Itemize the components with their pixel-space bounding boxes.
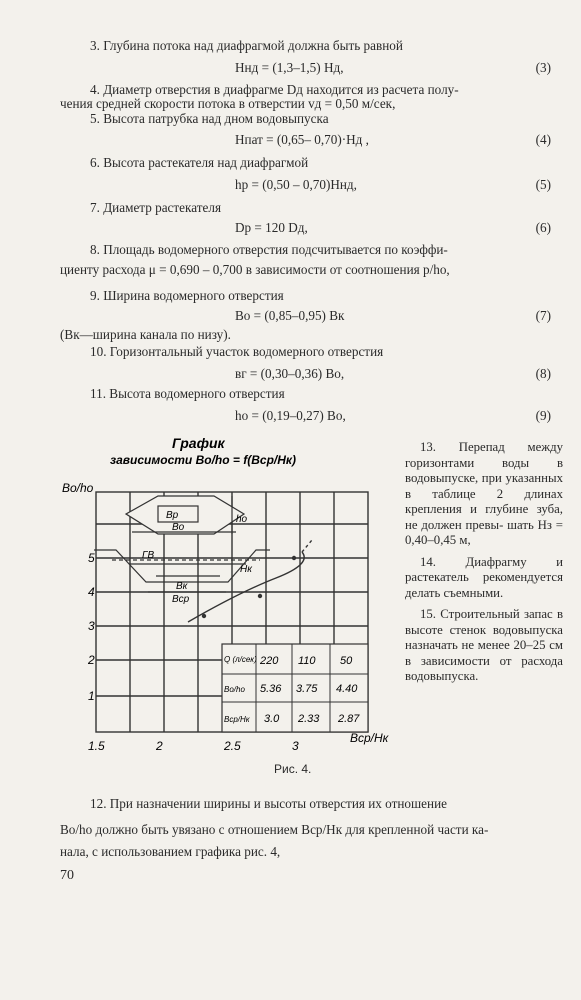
- para-12a: 12. При назначении ширины и высоты отверстия их отношение: [90, 796, 447, 811]
- x-tick-label: 1.5: [88, 739, 105, 753]
- formula-9: hо = (0,19–0,27) Bо,: [235, 408, 346, 423]
- y-axis-label: Bо/hо: [62, 481, 94, 495]
- item-8a: 8. Площадь водомерного отверстия подсчитывается по коэффи-: [90, 242, 448, 257]
- eqnum-7: (7): [535, 308, 551, 323]
- sketch-ho: hо: [236, 514, 248, 525]
- eqnum-3: (3): [535, 60, 551, 75]
- table-cell: 3.75: [296, 683, 318, 695]
- para-12c: нала, с использованием графика рис. 4,: [60, 844, 281, 859]
- formula-3: Hнд = (1,3–1,5) Hд,: [235, 60, 344, 75]
- sketch-bo: Bо: [172, 522, 185, 533]
- eqnum-5: (5): [535, 177, 551, 192]
- formula-7: Bо = (0,85–0,95) Bк: [235, 308, 345, 323]
- table-cell: 5.36: [260, 683, 282, 695]
- data-point: [202, 614, 206, 618]
- y-tick-label: 5: [88, 551, 95, 565]
- item-4a: 4. Диаметр отверстия в диафрагме Dд находится из расчета полу-: [90, 82, 459, 97]
- data-point: [258, 594, 262, 598]
- para-15: 15. Строительный запас в высоте стенок водовыпуска назначать не менее 20–25 см в зависимости от расхода водовыпуска.: [405, 607, 563, 683]
- right-column: [405, 440, 563, 691]
- item-3: 3. Глубина потока над диафрагмой должна быть равной: [90, 38, 403, 53]
- x-tick-label: 2: [156, 739, 163, 753]
- table-cell: 3.0: [264, 713, 280, 725]
- formula-6: Dр = 120 Dд,: [235, 220, 308, 235]
- figure-caption: Рис. 4.: [274, 762, 312, 776]
- x-tick-label: 3: [292, 739, 299, 753]
- figure-graph: [60, 432, 400, 762]
- item-5: 5. Высота патрубка над дном водовыпуска: [90, 111, 329, 126]
- figure-title-2: зависимости Bо/hо = f(Bср/Hк): [110, 453, 296, 467]
- y-tick-label: 2: [88, 653, 95, 667]
- y-tick-label: 4: [88, 585, 95, 599]
- table-cell: 2.33: [298, 713, 320, 725]
- sketch-bp: Bр: [166, 510, 179, 521]
- eqnum-9: (9): [535, 408, 551, 423]
- item-7: 7. Диаметр растекателя: [90, 200, 222, 215]
- table-head-q: Q (л/сек): [224, 655, 257, 664]
- y-tick-label: 1: [88, 689, 95, 703]
- table-cell: 110: [298, 655, 316, 667]
- para-13: 13. Перепад между горизонтами воды в водовыпуске, при указанных в таблице 2 длинах крепления и глубине зуба, не должен превы- шать Hз = 0,40–0,45 м,: [405, 440, 563, 547]
- x-tick-label: 2.5: [224, 739, 241, 753]
- eqnum-6: (6): [535, 220, 551, 235]
- item-9b: (Bк—ширина канала по низу).: [60, 327, 231, 342]
- sketch-hk: Hк: [240, 564, 252, 575]
- cross-section-sketch: [94, 496, 270, 592]
- table-cell: 4.40: [336, 683, 358, 695]
- dependency-curve-ext: [302, 540, 312, 552]
- para-12b: Bо/hо должно быть увязано с отношением Bср/Hк для крепленной части ка-: [60, 822, 489, 837]
- item-8b: циенту расхода μ = 0,690 – 0,700 в зависимости от соотношения p/hо,: [60, 262, 450, 277]
- table-cell: 50: [340, 655, 353, 667]
- sketch-bk: Bк: [176, 581, 188, 592]
- table-cell: 220: [260, 655, 279, 667]
- para-14: 14. Диафрагму и растекатель рекомендуется делать съемными.: [405, 554, 563, 600]
- formula-4: Hпат = (0,65– 0,70)·Hд ,: [235, 132, 369, 147]
- sketch-bcp: Bср: [172, 594, 190, 605]
- table-cell: 2.87: [338, 713, 360, 725]
- item-9: 9. Ширина водомерного отверстия: [90, 288, 284, 303]
- eqnum-4: (4): [535, 132, 551, 147]
- data-point: [292, 556, 296, 560]
- item-4b: чения средней скорости потока в отверстии vд = 0,50 м/сек,: [60, 96, 396, 111]
- item-11: 11. Высота водомерного отверстия: [90, 386, 285, 401]
- page-number: 70: [60, 868, 74, 883]
- item-6: 6. Высота растекателя над диафрагмой: [90, 155, 309, 170]
- dependency-curve: [188, 552, 304, 622]
- table-head-bcp: Bср/Hк: [224, 715, 250, 724]
- y-tick-label: 3: [88, 619, 95, 633]
- sketch-gv: ГВ: [142, 550, 155, 561]
- formula-8: вг = (0,30–0,36) Bо,: [235, 366, 345, 381]
- x-axis-label: Bср/Hк: [350, 731, 389, 745]
- table-head-bo: Bо/hо: [224, 685, 245, 694]
- item-10: 10. Горизонтальный участок водомерного отверстия: [90, 344, 384, 359]
- formula-5: hр = (0,50 – 0,70)Hнд,: [235, 177, 357, 192]
- figure-title-1: График: [172, 435, 225, 451]
- eqnum-8: (8): [535, 366, 551, 381]
